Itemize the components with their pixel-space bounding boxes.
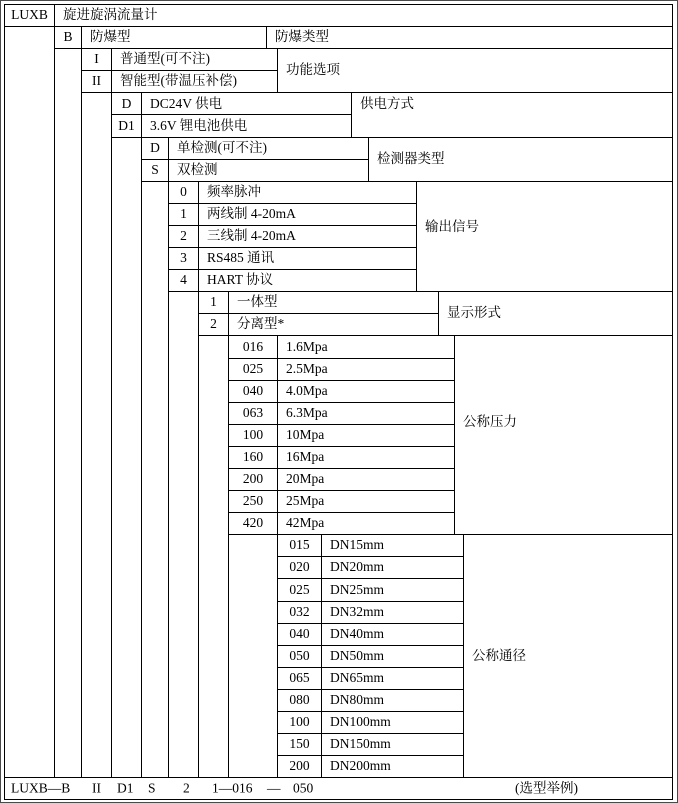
desc-dn-050: DN50mm	[322, 646, 464, 668]
code-pressure-025: 025	[229, 359, 278, 381]
spacer-col-e	[142, 182, 169, 779]
code-pressure-063: 063	[229, 403, 278, 425]
code-pressure-200: 200	[229, 469, 278, 491]
example-part-dash: —	[267, 780, 281, 796]
label-explosion-proof-type: 防爆类型	[267, 27, 673, 49]
spacer-col-a	[5, 27, 55, 778]
code-dn-065: 065	[278, 668, 322, 690]
spacer-col-d	[112, 138, 142, 779]
code-battery: D1	[112, 115, 142, 137]
code-dc24v: D	[112, 93, 142, 115]
desc-battery: 3.6V 锂电池供电	[142, 115, 352, 137]
desc-dn-200: DN200mm	[322, 756, 464, 778]
desc-standard: 普通型(可不注)	[112, 49, 278, 71]
code-dn-032: 032	[278, 602, 322, 624]
label-output-signal: 输出信号	[417, 182, 673, 292]
desc-dn-020: DN20mm	[322, 557, 464, 579]
desc-output-3: RS485 通讯	[199, 248, 417, 270]
desc-remote: 分离型*	[229, 314, 439, 336]
code-pressure-160: 160	[229, 447, 278, 469]
code-dual-detect: S	[142, 160, 169, 182]
spacer-col-b	[55, 49, 82, 778]
code-dn-025: 025	[278, 579, 322, 601]
code-explosion-proof: B	[55, 27, 82, 49]
label-function-options: 功能选项	[278, 49, 673, 93]
code-standard: I	[82, 49, 112, 71]
code-pressure-016: 016	[229, 336, 278, 358]
spacer-pressure-codes	[229, 535, 278, 778]
code-pressure-250: 250	[229, 491, 278, 513]
desc-pressure-250: 25Mpa	[278, 491, 455, 513]
desc-output-1: 两线制 4-20mA	[199, 204, 417, 226]
desc-output-2: 三线制 4-20mA	[199, 226, 417, 248]
code-output-0: 0	[169, 182, 199, 204]
label-detector-type: 检测器类型	[369, 138, 673, 182]
model-name: 旋进旋涡流量计	[55, 5, 673, 27]
label-nominal-diameter: 公称通径	[464, 535, 673, 778]
desc-dc24v: DC24V 供电	[142, 93, 352, 115]
example-note: (选型举例)	[515, 780, 578, 796]
desc-pressure-420: 42Mpa	[278, 513, 455, 535]
code-output-2: 2	[169, 226, 199, 248]
example-part-function: II	[92, 780, 101, 796]
code-dn-150: 150	[278, 734, 322, 756]
desc-pressure-160: 16Mpa	[278, 447, 455, 469]
desc-explosion-proof: 防爆型	[82, 27, 267, 49]
example-part-detector: S	[148, 780, 156, 796]
desc-pressure-016: 1.6Mpa	[278, 336, 455, 358]
desc-output-0: 频率脉冲	[199, 182, 417, 204]
label-nominal-pressure: 公称压力	[455, 336, 673, 535]
example-part-diameter: 050	[293, 780, 314, 796]
selection-grid	[4, 4, 673, 800]
code-output-1: 1	[169, 204, 199, 226]
code-dn-040: 040	[278, 624, 322, 646]
desc-pressure-100: 10Mpa	[278, 425, 455, 447]
code-dn-200: 200	[278, 756, 322, 778]
desc-output-4: HART 协议	[199, 270, 417, 292]
example-part-output: 2	[183, 780, 190, 796]
desc-smart: 智能型(带温压补偿)	[112, 71, 278, 93]
spacer-col-g	[199, 336, 229, 778]
code-dn-100: 100	[278, 712, 322, 734]
example-row	[5, 778, 673, 800]
example-part-display-pressure: 1—016	[212, 780, 253, 796]
code-dn-020: 020	[278, 557, 322, 579]
desc-dn-100: DN100mm	[322, 712, 464, 734]
desc-integrated: 一体型	[229, 292, 439, 314]
desc-dn-065: DN65mm	[322, 668, 464, 690]
code-dn-050: 050	[278, 646, 322, 668]
label-display-form: 显示形式	[439, 292, 673, 336]
example-part-power: D1	[117, 780, 134, 796]
code-pressure-100: 100	[229, 425, 278, 447]
desc-pressure-025: 2.5Mpa	[278, 359, 455, 381]
desc-single-detect: 单检测(可不注)	[169, 138, 369, 160]
desc-dn-025: DN25mm	[322, 579, 464, 601]
desc-pressure-063: 6.3Mpa	[278, 403, 455, 425]
label-power-supply: 供电方式	[352, 93, 673, 137]
desc-dn-150: DN150mm	[322, 734, 464, 756]
code-output-4: 4	[169, 270, 199, 292]
desc-pressure-200: 20Mpa	[278, 469, 455, 491]
desc-dn-080: DN80mm	[322, 690, 464, 712]
code-dn-015: 015	[278, 535, 322, 557]
code-dn-080: 080	[278, 690, 322, 712]
spacer-col-c	[82, 93, 112, 778]
desc-dn-032: DN32mm	[322, 602, 464, 624]
desc-dual-detect: 双检测	[169, 160, 369, 182]
code-remote: 2	[199, 314, 229, 336]
code-pressure-040: 040	[229, 381, 278, 403]
code-integrated: 1	[199, 292, 229, 314]
desc-dn-040: DN40mm	[322, 624, 464, 646]
code-single-detect: D	[142, 138, 169, 160]
desc-dn-015: DN15mm	[322, 535, 464, 557]
code-output-3: 3	[169, 248, 199, 270]
code-pressure-420: 420	[229, 513, 278, 535]
spacer-col-f	[169, 292, 199, 778]
code-smart: II	[82, 71, 112, 93]
example-part-model: LUXB—B	[11, 780, 71, 796]
desc-pressure-040: 4.0Mpa	[278, 381, 455, 403]
model-code: LUXB	[5, 5, 55, 27]
